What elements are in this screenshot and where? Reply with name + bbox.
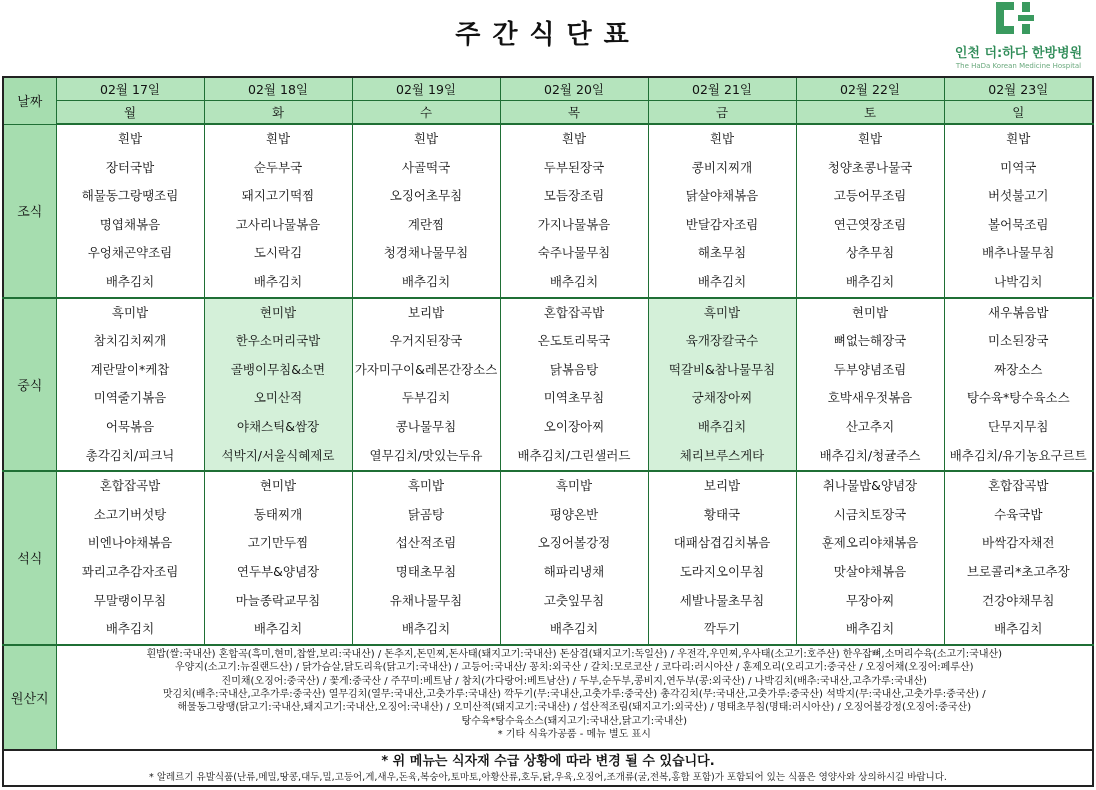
dish-item: 혼합잡곡밥 <box>99 478 161 494</box>
dish-item: 두부된장국 <box>543 159 605 175</box>
dish-item: 유채나물무침 <box>389 592 463 608</box>
dish-item: 닭볶음탕 <box>549 361 599 377</box>
menu-cell <box>944 124 1093 298</box>
dish-item: 우거지된장국 <box>389 333 463 349</box>
menu-cell <box>648 298 796 472</box>
menu-cell <box>56 298 204 472</box>
menu-cell <box>500 124 648 298</box>
dish-item: 고사리나물볶음 <box>235 216 321 232</box>
menu-cell <box>352 471 500 645</box>
dish-item: 흰밥 <box>857 131 883 146</box>
dish-item: 온도토리묵국 <box>537 333 611 349</box>
dish-item: 맛살야채볶음 <box>833 563 907 579</box>
meal-row <box>3 124 1093 298</box>
dish-item: 나박김치 <box>994 273 1043 289</box>
dish-item: 가자미구이&레몬간장소스 <box>354 361 498 377</box>
dish-item: 무말랭이무침 <box>93 592 167 608</box>
weekday-cell: 월 <box>56 101 204 125</box>
dish-item: 흑미밥 <box>555 478 593 494</box>
dish-item: 순두부국 <box>253 159 303 175</box>
origin-line: 맛김치(배추:국내산,고추가루:중국산) 열무김치(열무:국내산,고춧가루:국내산) 깍두기(무:국내산,고춧가루:중국산) 총각김치(무:국내산,고춧가루:중국산) 석박지(무:국내산,고춧가루:중국산) / <box>162 688 986 700</box>
dish-item: 보리밥 <box>407 304 445 320</box>
dish-item: 오징어볼강정 <box>537 535 611 551</box>
dish-item: 총각김치/피크닉 <box>85 447 175 463</box>
date-cell: 02월 17일 <box>56 77 204 101</box>
menu-cell <box>204 298 352 472</box>
meal-label: 석식 <box>3 471 56 645</box>
menu-cell <box>500 471 648 645</box>
dish-item: 황태국 <box>703 506 741 522</box>
dish-item: 고등어무조림 <box>833 188 907 204</box>
origin-label: 원산지 <box>3 645 56 750</box>
dish-item: 우엉채곤약조림 <box>87 245 173 261</box>
dish-item: 모듬장조림 <box>543 188 605 204</box>
dish-item: 미역줄기볶음 <box>93 390 167 406</box>
dish-item: 흰밥 <box>709 131 735 146</box>
dish-item: 배추김치 <box>845 273 895 289</box>
dish-item: 단무지무침 <box>988 418 1049 434</box>
dish-item: 해초무침 <box>697 245 747 261</box>
dish-item: 두부김치 <box>401 390 451 406</box>
dish-item: 현미밥 <box>259 478 297 494</box>
menu-body <box>3 77 1093 645</box>
dish-item: 골뱅이무침&소면 <box>230 361 326 377</box>
meal-row <box>3 471 1093 645</box>
dish-item: 연두부&양념장 <box>236 563 320 579</box>
dish-item: 도시락김 <box>253 245 303 261</box>
date-cell: 02월 21일 <box>648 77 796 101</box>
meal-label: 조식 <box>3 124 56 298</box>
dish-item: 육개장칼국수 <box>685 333 759 349</box>
dish-item: 소고기버섯탕 <box>93 506 167 522</box>
dish-item: 훈제오리야채볶음 <box>821 535 919 551</box>
dish-item: 탕수육*탕수육소스 <box>966 390 1070 406</box>
dish-item: 콩비지찌개 <box>691 159 753 175</box>
dish-item: 흑미밥 <box>703 304 741 320</box>
dish-item: 브로콜리*초고추장 <box>966 563 1070 579</box>
dish-item: 흰밥 <box>265 131 291 146</box>
allergy-notice: * 알레르기 유발식품(난류,메밀,땅콩,대두,밀,고등어,게,새우,돈육,복숭아,토마토,아황산류,호두,닭,우육,오징어,조개류(굴,전복,홍합 포함)가 포함되어 있는 식품은 영양사와 상의하시길 바랍니다. <box>149 771 947 783</box>
origin-line: 진미채(오징어:중국산) / 꽃게:중국산 / 주꾸미:베트남 / 참치(가다랑어:베트남산) / 두부,순두부,콩비지,연두부(콩:외국산) / 나박김치(배추:국내산,고추가루:국내산) <box>221 675 927 687</box>
menu-cell <box>56 124 204 298</box>
dish-item: 명태초무침 <box>395 563 457 579</box>
dish-item: 버섯불고기 <box>988 188 1049 204</box>
origin-line: 우양지(소고기:뉴질랜드산) / 닭가슴살,닭도리육(닭고기:국내산) / 고등어:국내산/ 꽁치:외국산 / 갈치:모로코산 / 코다리:러시아산 / 훈제오리(오리고기:중국산 / 오징어채(오징어:페루산) <box>174 662 974 674</box>
dish-item: 섭산적조림 <box>395 535 457 551</box>
dish-item: 도라지오이무침 <box>679 563 765 579</box>
dish-item: 계란말이*케찹 <box>90 361 170 377</box>
meal-label: 중식 <box>3 298 56 472</box>
hospital-name: 인천 더:하다 한방병원 <box>954 46 1083 61</box>
dish-item: 닭곰탕 <box>407 506 445 522</box>
date-header-label: 날짜 <box>3 77 56 124</box>
dish-item: 깍두기 <box>703 621 741 637</box>
dish-item: 볼어묵조림 <box>988 216 1049 232</box>
menu-cell <box>204 124 352 298</box>
menu-cell <box>796 124 944 298</box>
dish-item: 배추김치 <box>697 418 747 434</box>
dish-item: 취나물밥&양념장 <box>822 478 918 494</box>
date-cell: 02월 19일 <box>352 77 500 101</box>
origin-text <box>57 646 1093 742</box>
date-cell: 02월 22일 <box>796 77 944 101</box>
dish-item: 배추김치 <box>549 273 599 289</box>
dish-item: 무장아찌 <box>845 592 895 608</box>
change-notice: * 위 메뉴는 식자재 수급 상황에 따라 변경 될 수 있습니다. <box>381 753 715 769</box>
dish-item: 배추나물무침 <box>982 245 1055 261</box>
dish-item: 흑미밥 <box>407 478 445 494</box>
dish-item: 콩나물무침 <box>395 418 457 434</box>
menu-cell <box>648 124 796 298</box>
dish-item: 고춧잎무침 <box>543 592 605 608</box>
dish-item: 배추김치 <box>549 621 599 637</box>
hospital-logo <box>946 2 1091 72</box>
dish-item: 오징어초무침 <box>389 188 463 204</box>
origin-line: * 기타 식육가공품 - 메뉴 별도 표시 <box>497 729 651 741</box>
menu-cell <box>352 124 500 298</box>
menu-cell <box>944 298 1093 472</box>
hospital-logo-icon <box>996 2 1038 34</box>
dish-item: 닭살야채볶음 <box>685 188 759 204</box>
dish-item: 동태찌개 <box>253 506 303 522</box>
weekly-menu-table <box>2 76 1094 787</box>
origin-line: 해물동그랑땡(닭고기:국내산,돼지고기:국내산,오징어:국내산) / 오미산적(돼지고기:국내산) / 섭산적조림(돼지고기:외국산) / 명태초무침(명태:러시아산) / 오징어볼강정(오징어:중국산) <box>177 702 972 714</box>
dish-item: 명엽채볶음 <box>99 216 161 232</box>
dish-item: 가지나물볶음 <box>537 216 611 232</box>
dish-item: 해물동그랑땡조림 <box>81 188 179 204</box>
dish-item: 짜장소스 <box>994 361 1043 377</box>
dish-item: 수육국밥 <box>994 506 1043 522</box>
weekday-cell: 일 <box>944 101 1093 125</box>
menu-cell <box>204 471 352 645</box>
dish-item: 미역초무침 <box>543 390 605 406</box>
hospital-english-name: The HaDa Korean Medicine Hospital <box>955 62 1082 70</box>
dish-item: 배추김치 <box>845 621 895 637</box>
dish-item: 세발나물초무침 <box>679 592 765 608</box>
page-title: 주간식단표 <box>455 20 641 50</box>
dish-item: 흰밥 <box>1006 131 1031 146</box>
dish-item: 상추무침 <box>845 245 895 261</box>
meal-row <box>3 298 1093 472</box>
weekday-cell: 금 <box>648 101 796 125</box>
date-cell: 02월 20일 <box>500 77 648 101</box>
footer-body <box>3 645 1093 786</box>
dish-item: 석박지/서울식혜제로 <box>221 447 335 463</box>
dish-item: 계란찜 <box>407 216 445 232</box>
dish-item: 배추김치 <box>401 273 451 289</box>
dish-item: 비엔나야채볶음 <box>87 535 173 551</box>
dish-item: 현미밥 <box>851 304 889 320</box>
dish-item: 야채스틱&쌈장 <box>236 418 320 434</box>
dish-item: 미역국 <box>1000 159 1037 175</box>
origin-info <box>56 645 1093 750</box>
dish-item: 떡갈비&참나물무침 <box>668 361 776 377</box>
dish-item: 두부양념조림 <box>833 361 907 377</box>
dish-item: 배추김치 <box>994 621 1043 637</box>
menu-cell <box>796 298 944 472</box>
dish-item: 흰밥 <box>413 131 439 146</box>
dish-item: 오이장아찌 <box>543 418 605 434</box>
dish-item: 돼지고기떡찜 <box>241 188 315 204</box>
menu-cell <box>56 471 204 645</box>
dish-item: 배추김치/그린샐러드 <box>517 447 631 463</box>
menu-cell <box>796 471 944 645</box>
origin-line: 흰밥(쌀:국내산) 혼합곡(흑미,현미,찹쌀,보리:국내산) / 돈추지,돈민찌,돈사태(돼지고기:국내산) 돈삼겹(돼지고기:독일산) / 우전각,우민찌,우사태(소고기:호주산) 한우잡뼈,소머리수육(소고기:국내산) <box>146 648 1003 660</box>
dish-item: 배추김치 <box>105 273 155 289</box>
menu-cell <box>648 471 796 645</box>
dish-item: 열무김치/맛있는두유 <box>369 447 483 463</box>
menu-cell <box>352 298 500 472</box>
weekday-cell: 토 <box>796 101 944 125</box>
dish-item: 배추김치/유기농요구르트 <box>949 447 1087 463</box>
menu-cell <box>500 298 648 472</box>
dish-item: 마늘종락교무침 <box>235 592 321 608</box>
dish-item: 청경채나물무침 <box>383 245 469 261</box>
weekday-cell: 수 <box>352 101 500 125</box>
dish-item: 배추김치 <box>253 273 303 289</box>
dish-item: 산고추지 <box>845 418 895 434</box>
notice-box <box>3 750 1093 786</box>
dish-item: 흑미밥 <box>111 304 149 320</box>
date-cell: 02월 18일 <box>204 77 352 101</box>
dish-item: 오미산적 <box>253 390 303 406</box>
date-cell: 02월 23일 <box>944 77 1093 101</box>
dish-item: 흰밥 <box>117 131 143 146</box>
dish-item: 청양초콩나물국 <box>827 159 913 175</box>
dish-item: 바싹감자채전 <box>982 535 1055 551</box>
dish-item: 참치김치찌개 <box>93 333 167 349</box>
dish-item: 반달감자조림 <box>685 216 759 232</box>
menu-cell <box>944 471 1093 645</box>
dish-item: 보리밥 <box>703 478 741 494</box>
dish-item: 배추김치 <box>253 621 303 637</box>
dish-item: 혼합잡곡밥 <box>988 478 1049 494</box>
dish-item: 호박새우젓볶음 <box>827 390 913 406</box>
dish-item: 한우소머리국밥 <box>235 333 321 349</box>
dish-item: 해파리냉채 <box>543 563 605 579</box>
dish-item: 대패삼겹김치볶음 <box>673 535 771 551</box>
dish-item: 혼합잡곡밥 <box>543 304 605 320</box>
dish-item: 배추김치 <box>697 273 747 289</box>
dish-item: 고기만두찜 <box>247 535 309 551</box>
dish-item: 미소된장국 <box>988 333 1049 349</box>
dish-item: 시금치토장국 <box>833 506 907 522</box>
dish-item: 연근엿장조림 <box>833 216 907 232</box>
weekday-cell: 화 <box>204 101 352 125</box>
dish-item: 뼈없는해장국 <box>833 333 907 349</box>
weekday-cell: 목 <box>500 101 648 125</box>
dish-item: 배추김치 <box>401 621 451 637</box>
dish-item: 꽈리고추감자조림 <box>81 563 179 579</box>
dish-item: 현미밥 <box>259 304 297 320</box>
dish-item: 건강야채무침 <box>982 592 1055 608</box>
dish-item: 사골떡국 <box>401 159 451 175</box>
dish-item: 새우볶음밥 <box>988 304 1049 320</box>
origin-line: 탕수육*탕수육소스(돼지고기:국내산,닭고기:국내산) <box>461 715 688 727</box>
dish-item: 숙주나물무침 <box>537 245 611 261</box>
dish-item: 궁채장아찌 <box>691 390 753 406</box>
dish-item: 어묵볶음 <box>105 418 155 434</box>
dish-item: 배추김치/청귤주스 <box>819 447 921 463</box>
dish-item: 흰밥 <box>561 131 587 146</box>
dish-item: 체리브루스게타 <box>679 447 765 463</box>
dish-item: 평양온반 <box>549 506 599 522</box>
dish-item: 배추김치 <box>105 621 155 637</box>
dish-item: 장터국밥 <box>105 159 155 175</box>
